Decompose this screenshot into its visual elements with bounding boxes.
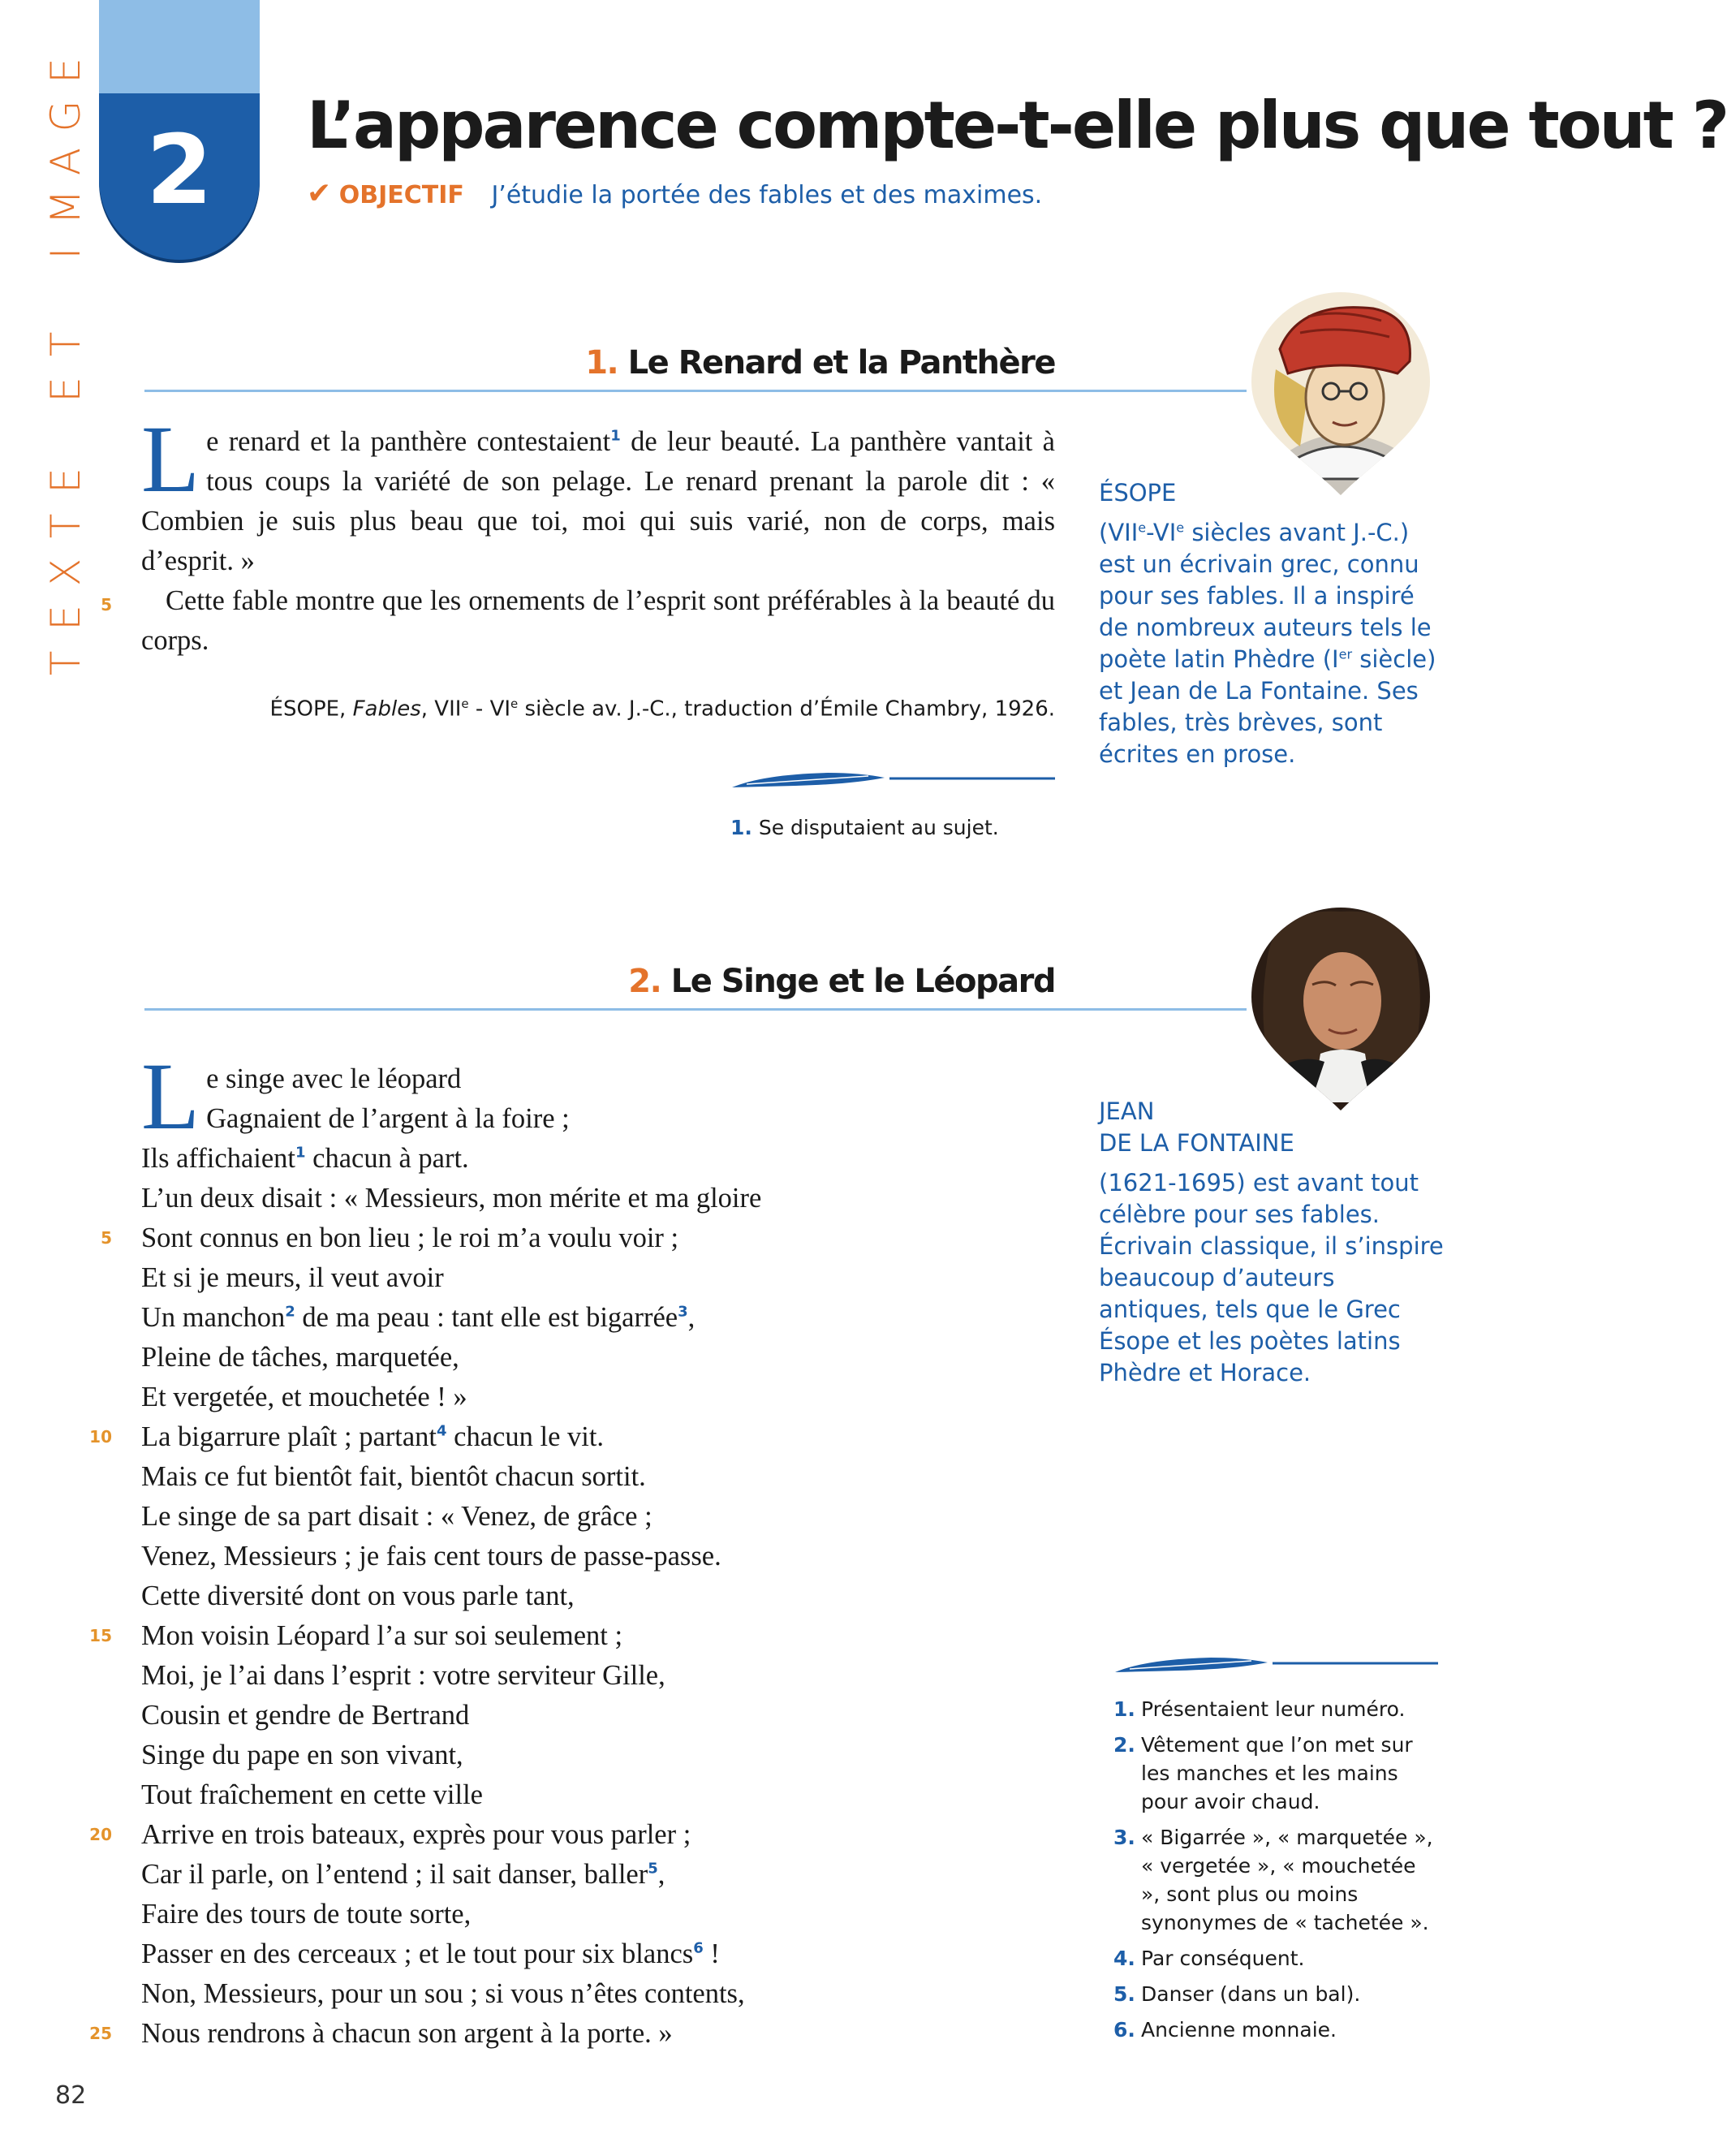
footnote-text: Vêtement que l’on met sur les manches et les mains pour avoir chaud. — [1141, 1733, 1413, 1813]
text1-source: ÉSOPE, Fables, VIIe - VIe siècle av. J.-C., traduction d’Émile Chambry, 1926. — [269, 696, 1055, 722]
footnote-text: Ancienne monnaie. — [1141, 2018, 1337, 2042]
footnote-number: 2. — [1113, 1733, 1135, 1757]
side-title-letter: E — [42, 377, 89, 403]
poem-line-text: Mais ce fut bientôt fait, bientôt chacun sortit. — [141, 1461, 646, 1492]
side-title-letter: E — [42, 604, 89, 631]
poem-line — [141, 1895, 761, 1934]
esope-portrait — [1251, 292, 1430, 495]
poem-line-text: Cette diversité dont on vous parle tant, — [141, 1580, 575, 1611]
dropcap: L — [141, 406, 200, 512]
footnote-number: 1. — [1113, 1697, 1135, 1721]
line-number: 10 — [89, 1427, 112, 1447]
poem-line — [141, 1378, 761, 1417]
la-fontaine-name-line2: DE LA FONTAINE — [1099, 1129, 1294, 1157]
footnote-ref: 1 — [610, 427, 621, 445]
side-title-letter: T — [42, 514, 89, 539]
poem-line — [141, 1656, 761, 1696]
poem-line-text: Gagnaient de l’argent à la foire ; — [206, 1103, 570, 1134]
objective-label: OBJECTIF — [338, 181, 464, 209]
poem-line-text: chacun à part. — [305, 1143, 469, 1174]
poem-line-text: Et vergetée, et mouchetée ! » — [141, 1382, 467, 1412]
poem-line-text: Tout fraîchement en cette ville — [141, 1779, 483, 1810]
footnote-number: 3. — [1113, 1826, 1135, 1849]
poem-line — [141, 1139, 761, 1179]
poem-line-text: Singe du pape en son vivant, — [141, 1740, 463, 1770]
footnote-text: Danser (dans un bal). — [1141, 1982, 1361, 2006]
poem-line-text: ! — [703, 1938, 720, 1969]
footnote-text: Présentaient leur numéro. — [1141, 1697, 1406, 1721]
poem-line — [141, 1974, 761, 2014]
poem-lines — [141, 1043, 762, 2054]
poem-line-text: Passer en des cerceaux ; et le tout pour six blancs — [141, 1938, 694, 1969]
footnote-ref: 5 — [648, 1860, 658, 1878]
footnote-list — [1113, 1695, 1438, 2044]
poem-line — [141, 1218, 761, 1258]
text2-rule — [144, 1008, 1247, 1011]
chapter-tab — [99, 0, 260, 260]
poem-line-text: Sont connus en bon lieu ; le roi m’a voulu voir ; — [141, 1222, 679, 1253]
footnote-item — [1113, 1695, 1438, 1723]
poem-line — [141, 1616, 761, 1656]
check-icon: ✔ — [307, 177, 332, 210]
objective-text: J’étudie la portée des fables et des maximes. — [491, 181, 1043, 209]
side-title-letter: E — [42, 58, 89, 84]
poem-line — [141, 1417, 761, 1457]
side-title-letter — [45, 278, 86, 319]
poem-line-text: Et si je meurs, il veut avoir — [141, 1262, 444, 1293]
poem-line — [141, 1258, 761, 1298]
footnote-item — [1113, 1944, 1438, 1973]
poem-line — [141, 1298, 761, 1338]
dropcap: L — [141, 1043, 200, 1149]
poem-line-text: , — [657, 1859, 665, 1890]
poem-line-text: Un manchon — [141, 1302, 286, 1333]
poem-line — [141, 1059, 761, 1099]
poem-line — [141, 1537, 761, 1576]
footnote-item — [1113, 1980, 1438, 2008]
poem-line-text: e singe avec le léopard — [206, 1063, 462, 1094]
side-title-letter: E — [42, 468, 89, 494]
text1-rule — [144, 390, 1247, 392]
footnote-ref: 1 — [295, 1144, 306, 1162]
poem-line — [141, 1815, 761, 1855]
page-title: L’apparence compte-t-elle plus que tout ? — [307, 88, 1727, 163]
poem-line-text: Venez, Messieurs ; je fais cent tours de passe-passe. — [141, 1541, 721, 1572]
footnote-ref: 3 — [678, 1303, 688, 1321]
poem-line-text: Mon voisin Léopard l’a sur soi seulement ; — [141, 1620, 623, 1651]
line-number: 5 — [101, 595, 112, 614]
text2-title: 2. Le Singe et le Léopard — [628, 963, 1055, 1000]
poem-line-text: Cousin et gendre de Bertrand — [141, 1700, 470, 1731]
footnote-text: « Bigarrée », « marquetée », « vergetée », « mouchetée », sont plus ou moins synonymes de « tachetée ». — [1141, 1826, 1433, 1934]
text2-poem — [141, 1043, 762, 2054]
poem-line-text: Arrive en trois bateaux, exprès pour vous parler ; — [141, 1819, 691, 1850]
side-title-letter: A — [42, 148, 89, 176]
side-title-letter: G — [42, 100, 89, 132]
poem-line-text: Car il parle, on l’entend ; il sait danser, baller — [141, 1859, 648, 1890]
poem-line-text: Faire des tours de toute sorte, — [141, 1899, 472, 1930]
poem-line-text: Moi, je l’ai dans l’esprit : votre serviteur Gille, — [141, 1660, 665, 1691]
poem-line-text: Pleine de tâches, marquetée, — [141, 1342, 459, 1373]
la-fontaine-name-line1: JEAN — [1099, 1097, 1155, 1125]
quill-divider — [730, 766, 1055, 791]
footnote-number: 5. — [1113, 1982, 1135, 2006]
line-number: 5 — [101, 1228, 112, 1248]
footnote-item — [1113, 1823, 1438, 1937]
footnote-ref: 4 — [437, 1422, 447, 1440]
esope-name: ÉSOPE — [1099, 479, 1177, 507]
la-fontaine-bio — [1099, 1096, 1448, 1389]
side-title-letter: T — [42, 650, 89, 676]
la-fontaine-portrait — [1251, 908, 1430, 1110]
esope-bio — [1099, 477, 1448, 770]
side-title-letter: I — [42, 247, 89, 259]
side-title-letter: M — [42, 189, 89, 225]
poem-line — [141, 2014, 761, 2054]
poem-line — [141, 1338, 761, 1378]
poem-line — [141, 1179, 761, 1218]
poem-line-text: Non, Messieurs, pour un sou ; si vous n’êtes contents, — [141, 1978, 745, 2009]
footnote-ref: 2 — [285, 1303, 295, 1321]
text1-title: 1. Le Renard et la Panthère — [585, 344, 1055, 382]
page-number: 82 — [55, 2081, 87, 2110]
poem-line — [141, 1696, 761, 1736]
poem-line-text: Nous rendrons à chacun son argent à la porte. » — [141, 2018, 673, 2049]
footnote-ref: 6 — [693, 1939, 704, 1957]
poem-line-text: Ils affichaient — [141, 1143, 295, 1174]
poem-line — [141, 1775, 761, 1815]
poem-line — [141, 1934, 761, 1974]
line-number: 20 — [89, 1825, 112, 1844]
line-number: 15 — [89, 1626, 112, 1645]
poem-line — [141, 1099, 761, 1139]
text2-footnotes — [1113, 1695, 1438, 2051]
poem-line-text: Le singe de sa part disait : « Venez, de grâce ; — [141, 1501, 652, 1532]
poem-line — [141, 1855, 761, 1895]
line-number: 25 — [89, 2024, 112, 2043]
poem-line — [141, 1457, 761, 1497]
footnote-number: 4. — [1113, 1947, 1135, 1970]
poem-line-text: de ma peau : tant elle est bigarrée — [295, 1302, 678, 1333]
footnote-item — [1113, 1731, 1438, 1816]
poem-line — [141, 1497, 761, 1537]
footnote-item — [1113, 2016, 1438, 2044]
text1-footnote: 1. Se disputaient au sujet. — [730, 816, 999, 839]
chapter-number: 2 — [145, 114, 213, 226]
poem-line-text: , — [687, 1302, 696, 1333]
poem-line-text: L’un deux disait : « Messieurs, mon mérite et ma gloire — [141, 1183, 762, 1214]
poem-line — [141, 1576, 761, 1616]
side-title-letter — [45, 415, 86, 455]
footnote-number: 6. — [1113, 2018, 1135, 2042]
poem-line-text: La bigarrure plaît ; partant — [141, 1421, 437, 1452]
side-title — [37, 50, 94, 683]
text1-body: Le renard et la panthère contestaient$^1$ de leur beauté. La panthère vantait à tous coups la variété de son pelage. Le renard prenant la parole dit : « Combien je suis plus beau que toi, moi qui suis varié, non de corps, mais d’esprit. » Cette fable montre que les ornements de l’esprit sont préférables à la beauté du corps. — [141, 422, 1055, 661]
side-title-letter: X — [42, 558, 89, 586]
poem-line-text: chacun le vit. — [446, 1421, 605, 1452]
esope-bio-text: (VIIe-VIe siècles avant J.-C.) est un écrivain grec, connu pour ses fables. Il a inspiré de nombreux auteurs tels le poète latin Phèdre (Ier siècle) et Jean de La Fontaine. Ses fables, très brèves, sont écrites en prose. — [1099, 519, 1436, 768]
quill-divider — [1113, 1651, 1438, 1675]
footnote-text: Par conséquent. — [1141, 1947, 1305, 1970]
text1-paragraph2: Cette fable montre que les ornements de l’esprit sont préférables à la beauté du corps. — [141, 585, 1055, 656]
side-title-letter: T — [42, 331, 89, 357]
la-fontaine-bio-text: (1621-1695) est avant tout célèbre pour ses fables. Écrivain classique, il s’inspire beaucoup d’auteurs antiques, tels que le Grec Ésope et les poètes latins Phèdre et Horace. — [1099, 1169, 1444, 1386]
poem-line — [141, 1736, 761, 1775]
objective — [307, 177, 1042, 210]
